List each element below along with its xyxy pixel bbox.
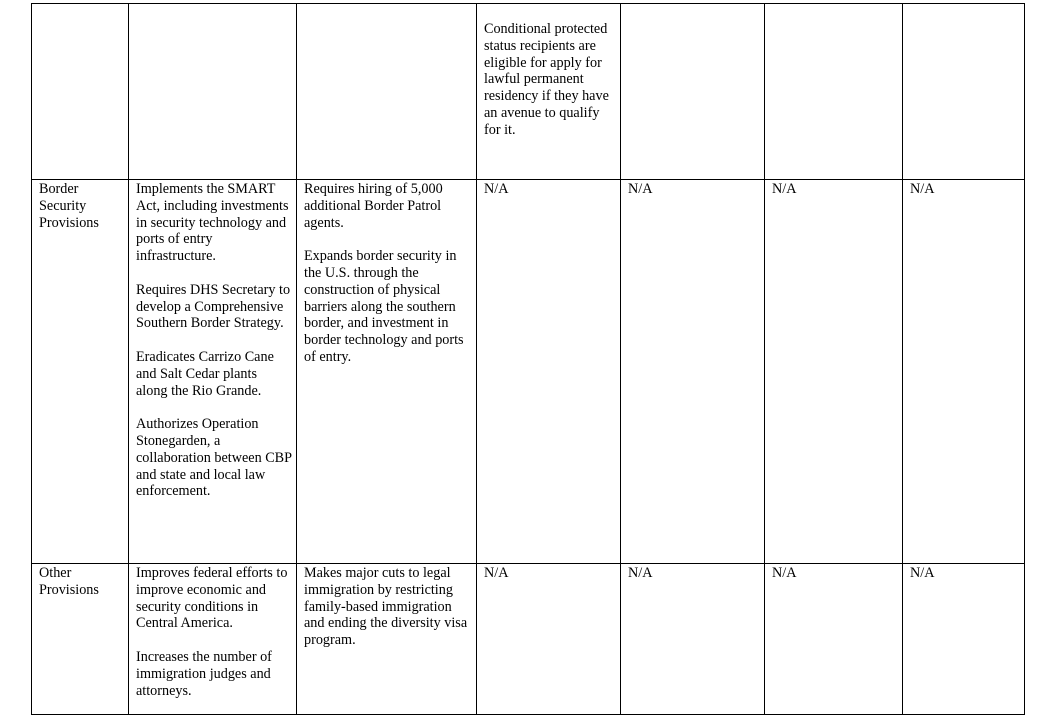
- cell-paragraph: Eradicates Carrizo Cane and Salt Cedar plants along the Rio Grande.: [136, 348, 274, 399]
- table-cell: [129, 180, 297, 564]
- cell-paragraph: N/A: [628, 181, 653, 197]
- cell-paragraph: N/A: [628, 565, 653, 581]
- table-cell: [621, 180, 765, 564]
- cell-paragraph: Improves federal efforts to improve economic and security conditions in Central America.: [136, 565, 288, 632]
- row-label: Other Provisions: [39, 565, 99, 598]
- comparison-table: [31, 3, 1025, 715]
- table-cell: [903, 180, 1025, 564]
- table-cell: [903, 4, 1025, 180]
- cell-paragraph: N/A: [910, 565, 935, 581]
- cell-paragraph: N/A: [910, 181, 935, 197]
- cell-paragraph: Implements the SMART Act, including investments in security technology and ports of entry infrastructure.: [136, 181, 289, 265]
- cell-paragraph: Increases the number of immigration judges and attorneys.: [136, 648, 272, 699]
- table-cell: [477, 180, 621, 564]
- cell-paragraph: Expands border security in the U.S. through the construction of physical barriers along the southern border, and investment in border technology and ports of entry.: [304, 248, 464, 365]
- table-row: [32, 180, 1025, 564]
- table-cell: [129, 564, 297, 715]
- row-label-cell: [32, 564, 129, 715]
- table-cell: [765, 564, 903, 715]
- table-cell: [621, 564, 765, 715]
- table-cell: [621, 4, 765, 180]
- table-cell: [765, 4, 903, 180]
- table-cell: [477, 4, 621, 180]
- table-row: [32, 4, 1025, 180]
- row-label-cell: [32, 180, 129, 564]
- table-cell: [129, 4, 297, 180]
- cell-paragraph: Makes major cuts to legal immigration by restricting family-based immigration and ending the diversity visa program.: [304, 565, 468, 649]
- cell-paragraph: Conditional protected status recipients are eligible for apply for lawful permanent residency if they have an avenue to qualify for it.: [484, 21, 609, 138]
- table-cell: [765, 180, 903, 564]
- row-label-cell: [32, 4, 129, 180]
- cell-paragraph: N/A: [484, 565, 509, 581]
- cell-paragraph: N/A: [484, 181, 509, 197]
- table-cell: [477, 564, 621, 715]
- cell-paragraph: Authorizes Operation Stonegarden, a collaboration between CBP and state and local law enforcement.: [136, 416, 292, 500]
- cell-paragraph: Requires DHS Secretary to develop a Comprehensive Southern Border Strategy.: [136, 281, 291, 332]
- row-label: Border Security Provisions: [39, 181, 99, 231]
- table-cell: [297, 564, 477, 715]
- cell-paragraph: Requires hiring of 5,000 additional Border Patrol agents.: [304, 181, 443, 231]
- table-cell: [903, 564, 1025, 715]
- cell-paragraph: N/A: [772, 565, 797, 581]
- cell-paragraph: N/A: [772, 181, 797, 197]
- table-cell: [297, 4, 477, 180]
- table-cell: [297, 180, 477, 564]
- table-row: [32, 564, 1025, 715]
